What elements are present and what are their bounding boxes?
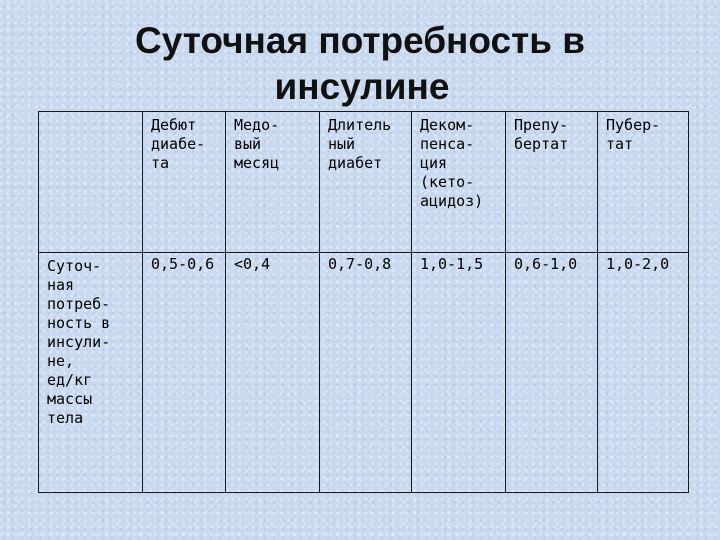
insulin-requirement-table	[38, 111, 689, 493]
header-honeymoon: Медо- вый месяц	[226, 112, 320, 253]
value-puberty: 1,0-2,0	[598, 253, 689, 493]
value-decompensation: 1,0-1,5	[412, 253, 506, 493]
table-row	[39, 253, 689, 493]
header-decompensation: Деком- пенса- ция (кето- ацидоз)	[412, 112, 506, 253]
value-prepuberty: 0,6-1,0	[506, 253, 598, 493]
header-long-diabetes: Длитель ный диабет	[320, 112, 412, 253]
header-debut: Дебют диабе- та	[143, 112, 226, 253]
value-honeymoon: <0,4	[226, 253, 320, 493]
slide-title	[0, 18, 720, 110]
title-line-1: Суточная потребность в	[135, 20, 585, 61]
title-line-2: инсулине	[274, 66, 450, 107]
table-header-row	[39, 112, 689, 253]
value-long-diabetes: 0,7-0,8	[320, 253, 412, 493]
corner-cell	[39, 112, 143, 253]
row-label: Суточ- ная потреб- ность в инсули- не, ед/кг массы тела	[39, 253, 143, 493]
header-prepuberty: Препу- бертат	[506, 112, 598, 253]
value-debut: 0,5-0,6	[143, 253, 226, 493]
header-puberty: Пубер- тат	[598, 112, 689, 253]
